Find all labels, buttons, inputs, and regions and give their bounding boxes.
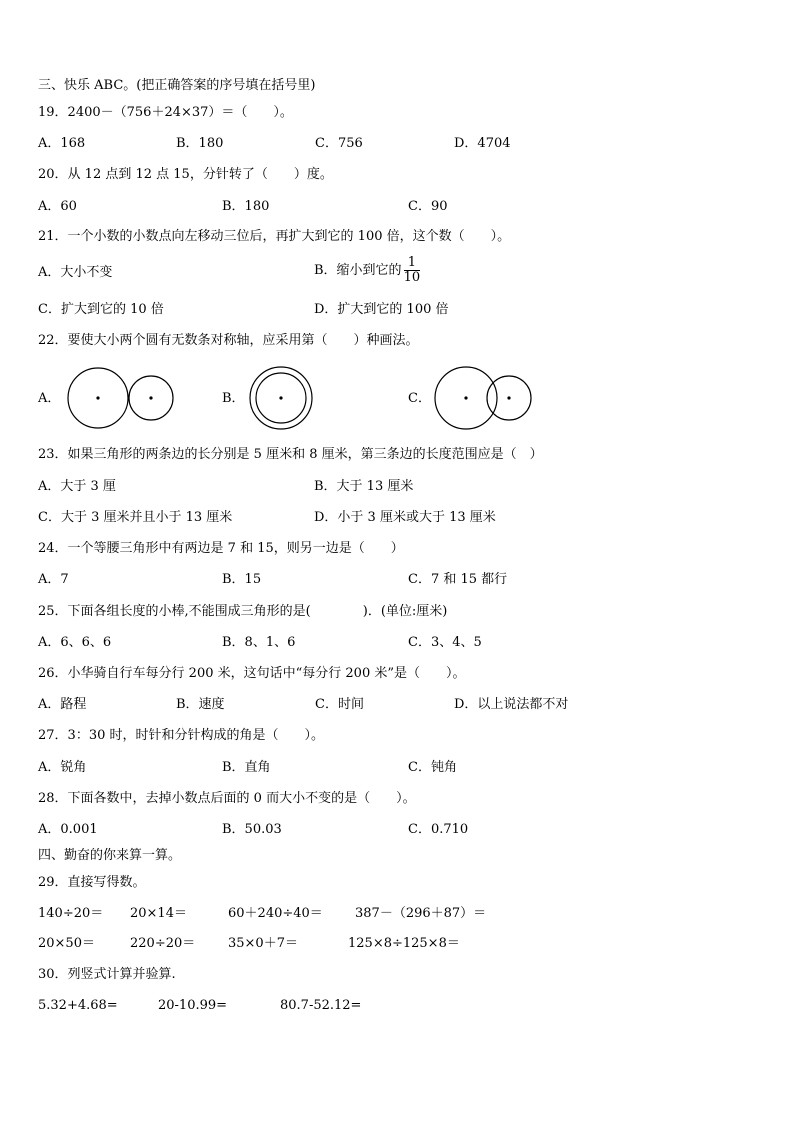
q25-stem: 25．下面各组长度的小棒,不能围成三角形的是( )．(单位:厘米) bbox=[38, 604, 448, 619]
q21-option-c: C．扩大到它的 10 倍 bbox=[38, 302, 164, 317]
q26-option-d: D．以上说法都不对 bbox=[454, 697, 569, 712]
q23-stem: 23．如果三角形的两条边的长分别是 5 厘米和 8 厘米，第三条边的长度范围应是（ ） bbox=[38, 447, 543, 462]
q22-stem: 22．要使大小两个圆有无数条对称轴，应采用第（ ）种画法。 bbox=[38, 333, 419, 348]
figure-a-small-center bbox=[149, 396, 152, 399]
q29-item-4: 387－（296＋87）＝ bbox=[355, 906, 487, 921]
q28-option-b: B．50.03 bbox=[222, 822, 282, 837]
q29-item-7: 35×0＋7＝ bbox=[228, 936, 298, 951]
q20-option-a: A．60 bbox=[38, 199, 77, 214]
figure-c-large-center bbox=[464, 396, 467, 399]
section-4-title: 四、勤奋的你来算一算。 bbox=[38, 848, 182, 863]
q21-option-a: A．大小不变 bbox=[38, 265, 113, 280]
q24-option-c: C．7 和 15 都行 bbox=[408, 572, 508, 587]
q20-stem: 20．从 12 点到 12 点 15，分针转了（ ）度。 bbox=[38, 167, 333, 182]
q29-item-3: 60＋240÷40＝ bbox=[228, 906, 323, 921]
q28-stem: 28．下面各数中，去掉小数点后面的 0 而大小不变的是（ ）。 bbox=[38, 791, 416, 806]
q29-item-5: 20×50＝ bbox=[38, 936, 95, 951]
q21-stem: 21．一个小数的小数点向左移动三位后，再扩大到它的 100 倍，这个数（ ）。 bbox=[38, 229, 511, 244]
q26-option-b: B．速度 bbox=[176, 697, 225, 712]
q19-option-c: C．756 bbox=[315, 136, 363, 151]
fraction-denominator: 10 bbox=[403, 270, 421, 285]
figure-c-overlapping-circles bbox=[435, 367, 531, 429]
q29-item-6: 220÷20＝ bbox=[130, 936, 196, 951]
q20-option-b: B．180 bbox=[222, 199, 270, 214]
q26-option-c: C．时间 bbox=[315, 697, 364, 712]
q28-option-a: A．0.001 bbox=[38, 822, 98, 837]
figure-a-large-center bbox=[96, 396, 99, 399]
q22-label-a: A． bbox=[38, 391, 61, 406]
q22-label-b: B． bbox=[222, 391, 245, 406]
q25-option-c: C．3、4、5 bbox=[408, 635, 482, 650]
q25-option-a: A．6、6、6 bbox=[38, 635, 112, 650]
q30-item-2: 20-10.99= bbox=[158, 998, 228, 1013]
q27-stem: 27．3：30 时，时针和分针构成的角是（ ）。 bbox=[38, 728, 324, 743]
figure-c-small-center bbox=[507, 396, 510, 399]
q26-stem: 26．小华骑自行车每分行 200 米，这句话中“每分行 200 米”是（ ）。 bbox=[38, 666, 466, 681]
q27-option-a: A．锐角 bbox=[38, 760, 87, 775]
q25-option-b: B．8、1、6 bbox=[222, 635, 296, 650]
q30-item-1: 5.32+4.68= bbox=[38, 998, 118, 1013]
fraction-numerator: 1 bbox=[407, 255, 416, 270]
q29-item-8: 125×8÷125×8＝ bbox=[348, 936, 460, 951]
q21-option-d: D．扩大到它的 100 倍 bbox=[314, 302, 449, 317]
q19-option-a: A．168 bbox=[38, 136, 86, 151]
q22-label-c: C． bbox=[408, 391, 431, 406]
q24-option-b: B．15 bbox=[222, 572, 262, 587]
section-3-title: 三、快乐 ABC。(把正确答案的序号填在括号里) bbox=[38, 78, 316, 93]
figure-a-separate-circles bbox=[68, 368, 173, 428]
q19-option-d: D．4704 bbox=[454, 136, 511, 151]
q19-stem: 19．2400－（756＋24×37）＝（ ）。 bbox=[38, 105, 293, 120]
q24-stem: 24．一个等腰三角形中有两边是 7 和 15，则另一边是（ ） bbox=[38, 541, 404, 556]
q19-option-b: B．180 bbox=[176, 136, 224, 151]
q27-option-b: B．直角 bbox=[222, 760, 271, 775]
q29-item-2: 20×14＝ bbox=[130, 906, 187, 921]
q23-option-c: C．大于 3 厘米并且小于 13 厘米 bbox=[38, 510, 233, 525]
q23-option-a: A．大于 3 厘 bbox=[38, 479, 116, 494]
q27-option-c: C．钝角 bbox=[408, 760, 457, 775]
q23-option-b: B．大于 13 厘米 bbox=[314, 479, 414, 494]
q30-item-3: 80.7-52.12= bbox=[280, 998, 362, 1013]
q23-option-d: D．小于 3 厘米或大于 13 厘米 bbox=[314, 510, 496, 525]
q28-option-c: C．0.710 bbox=[408, 822, 469, 837]
q21-option-b-text: B．缩小到它的 bbox=[314, 263, 402, 278]
q24-option-a: A．7 bbox=[38, 572, 69, 587]
figure-b-concentric-circles bbox=[250, 367, 312, 429]
q29-stem: 29．直接写得数。 bbox=[38, 875, 146, 890]
q29-item-1: 140÷20＝ bbox=[38, 906, 104, 921]
q30-stem: 30．列竖式计算并验算. bbox=[38, 967, 176, 982]
q26-option-a: A．路程 bbox=[38, 697, 87, 712]
q20-option-c: C．90 bbox=[408, 199, 448, 214]
figure-b-center bbox=[279, 396, 282, 399]
